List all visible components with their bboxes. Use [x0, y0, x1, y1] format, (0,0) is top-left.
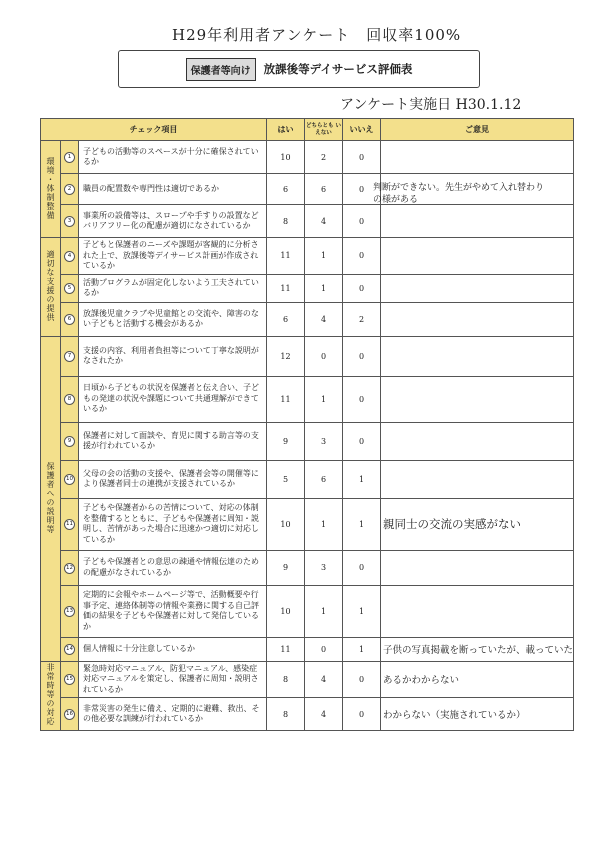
check-item-text: 緊急時対応マニュアル、防犯マニュアル、感染症対応マニュアルを策定し、保護者に周知・説明されているか [79, 661, 267, 698]
check-item-text: 職員の配置数や専門性は適切であるか [79, 174, 267, 205]
count-no: 0 [343, 698, 381, 731]
check-item-text: 子どもと保護者のニーズや課題が客観的に分析された上で、放課後等デイサービス計画が作成されているか [79, 238, 267, 275]
category-label: 適切な支援の提供 [46, 249, 55, 322]
category-label: 非常時等の対応 [46, 663, 55, 727]
comment-cell [381, 460, 574, 498]
item-number-cell [61, 698, 79, 731]
count-yes: 11 [267, 637, 305, 661]
item-number: 4 [64, 251, 75, 262]
count-yes: 6 [267, 174, 305, 205]
comment-cell [381, 422, 574, 460]
count-neither: 4 [305, 698, 343, 731]
item-number: 15 [64, 674, 75, 685]
table-row [41, 550, 574, 585]
category-cell [41, 238, 61, 337]
count-no: 0 [343, 141, 381, 174]
count-yes: 10 [267, 498, 305, 550]
count-yes: 11 [267, 376, 305, 422]
count-neither: 3 [305, 422, 343, 460]
item-number: 5 [64, 283, 75, 294]
title-box [118, 50, 480, 88]
item-number-cell [61, 637, 79, 661]
handwritten-comment: あるかわからない [383, 675, 460, 687]
survey-header-note: H29年利用者アンケート 回収率100% [172, 26, 462, 44]
comment-cell [381, 238, 574, 275]
item-number: 10 [64, 474, 75, 485]
item-number-cell [61, 205, 79, 238]
table-body [41, 141, 574, 731]
check-item-text: 子どもの活動等のスペースが十分に確保されているか [79, 141, 267, 174]
category-label: 保護者への説明等 [46, 461, 55, 534]
count-neither: 4 [305, 661, 343, 698]
item-number-cell [61, 550, 79, 585]
check-item-text: 支援の内容、利用者負担等について丁寧な説明がなされたか [79, 336, 267, 376]
count-no: 0 [343, 205, 381, 238]
table-row [41, 302, 574, 336]
count-neither: 4 [305, 302, 343, 336]
count-no: 0 [343, 336, 381, 376]
check-item-text: 個人情報に十分注意しているか [79, 637, 267, 661]
check-item-text: 父母の会の活動の支援や、保護者会等の開催等により保護者同士の連携が支援されているか [79, 460, 267, 498]
count-neither: 4 [305, 205, 343, 238]
header-neither: どちらとも いえない [305, 119, 343, 141]
survey-date-note: アンケート実施日 H30.1.12 [340, 97, 522, 113]
table-row [41, 460, 574, 498]
item-number-cell [61, 661, 79, 698]
check-item-text: 定期的に会報やホームページ等で、活動概要や行事予定、連絡体制等の情報や業務に関する自己評価の結果を子どもや保護者に対して発信しているか [79, 585, 267, 637]
count-yes: 12 [267, 336, 305, 376]
category-label: 環境・体制整備 [46, 156, 55, 220]
category-cell [41, 661, 61, 731]
category-cell [41, 141, 61, 238]
header-no: いいえ [343, 119, 381, 141]
item-number: 9 [64, 436, 75, 447]
item-number-cell [61, 141, 79, 174]
handwritten-comment-overflow: 判断ができない。先生がやめて入れ替わり の様がある [373, 183, 545, 205]
count-neither: 3 [305, 550, 343, 585]
count-yes: 8 [267, 698, 305, 731]
handwritten-comment: わからない（実施されているか） [383, 710, 526, 721]
comment-cell [381, 550, 574, 585]
comment-cell [381, 661, 574, 698]
item-number-cell [61, 336, 79, 376]
handwritten-comment: 親同士の交流の実感がない [383, 517, 521, 531]
count-yes: 10 [267, 141, 305, 174]
count-no: 0 [343, 550, 381, 585]
check-item-text: 日頃から子どもの状況を保護者と伝え合い、子どもの発達の状況や課題について共通理解ができているか [79, 376, 267, 422]
header-yes: はい [267, 119, 305, 141]
count-neither: 0 [305, 637, 343, 661]
count-no: 1 [343, 460, 381, 498]
title-tag: 保護者等向け [186, 58, 256, 81]
comment-cell [381, 302, 574, 336]
comment-cell [381, 637, 574, 661]
page-title: 放課後等デイサービス評価表 [263, 62, 413, 76]
check-item-text: 事業所の設備等は、スロープや手すりの設置などバリアフリー化の配慮が適切になされているか [79, 205, 267, 238]
count-neither: 1 [305, 274, 343, 302]
count-no: 1 [343, 585, 381, 637]
count-yes: 8 [267, 205, 305, 238]
item-number-cell [61, 460, 79, 498]
item-number: 13 [64, 606, 75, 617]
count-no: 0 [343, 274, 381, 302]
table-header-row [41, 119, 574, 141]
check-item-text: 活動プログラムが固定化しないよう工夫されているか [79, 274, 267, 302]
count-no: 1 [343, 498, 381, 550]
item-number: 14 [64, 644, 75, 655]
comment-cell [381, 205, 574, 238]
count-no: 2 [343, 302, 381, 336]
count-neither: 1 [305, 376, 343, 422]
check-item-text: 保護者に対して面談や、育児に関する助言等の支援が行われているか [79, 422, 267, 460]
item-number: 8 [64, 394, 75, 405]
item-number: 3 [64, 216, 75, 227]
count-yes: 9 [267, 422, 305, 460]
header-check-item: チェック項目 [41, 119, 267, 141]
table-row [41, 141, 574, 174]
table-row [41, 422, 574, 460]
count-yes: 8 [267, 661, 305, 698]
item-number-cell [61, 274, 79, 302]
count-yes: 9 [267, 550, 305, 585]
table-row [41, 336, 574, 376]
count-yes: 11 [267, 274, 305, 302]
header-comments: ご意見 [381, 119, 574, 141]
table-row [41, 205, 574, 238]
item-number-cell [61, 498, 79, 550]
comment-cell [381, 336, 574, 376]
item-number-cell [61, 376, 79, 422]
check-item-text: 非常災害の発生に備え、定期的に避難、救出、その他必要な訓練が行われているか [79, 698, 267, 731]
item-number: 7 [64, 351, 75, 362]
count-yes: 6 [267, 302, 305, 336]
comment-cell [381, 274, 574, 302]
count-no: 0 [343, 238, 381, 275]
table-row [41, 585, 574, 637]
count-neither: 6 [305, 174, 343, 205]
item-number: 2 [64, 184, 75, 195]
evaluation-table [40, 118, 574, 731]
item-number: 11 [64, 519, 75, 530]
count-yes: 5 [267, 460, 305, 498]
comment-cell [381, 498, 574, 550]
count-yes: 11 [267, 238, 305, 275]
category-cell [41, 336, 61, 661]
table-row [41, 274, 574, 302]
item-number-cell [61, 302, 79, 336]
comment-cell [381, 698, 574, 731]
table-row [41, 238, 574, 275]
count-no: 0 [343, 174, 381, 205]
check-item-text: 子どもや保護者との意思の疎通や情報伝達のための配慮がなされているか [79, 550, 267, 585]
comment-cell [381, 376, 574, 422]
item-number-cell [61, 174, 79, 205]
count-neither: 2 [305, 141, 343, 174]
count-neither: 1 [305, 498, 343, 550]
item-number-cell [61, 422, 79, 460]
comment-cell [381, 141, 574, 174]
comment-cell [381, 585, 574, 637]
count-yes: 10 [267, 585, 305, 637]
table-row [41, 376, 574, 422]
item-number: 1 [64, 152, 75, 163]
check-item-text: 放課後児童クラブや児童館との交流や、障害のない子どもと活動する機会があるか [79, 302, 267, 336]
count-neither: 1 [305, 238, 343, 275]
handwritten-comment: 子供の写真掲載を断っていたが、載っていた [383, 645, 574, 656]
table-row [41, 637, 574, 661]
table-row [41, 498, 574, 550]
item-number: 16 [64, 709, 75, 720]
count-neither: 1 [305, 585, 343, 637]
count-no: 0 [343, 376, 381, 422]
item-number-cell [61, 238, 79, 275]
count-neither: 6 [305, 460, 343, 498]
count-no: 0 [343, 422, 381, 460]
item-number-cell [61, 585, 79, 637]
check-item-text: 子どもや保護者からの苦情について、対応の体制を整備するとともに、子どもや保護者に周知・説明し、苦情があった場合に迅速かつ適切に対応しているか [79, 498, 267, 550]
count-no: 1 [343, 637, 381, 661]
item-number: 12 [64, 563, 75, 574]
table-row [41, 661, 574, 698]
count-no: 0 [343, 661, 381, 698]
item-number: 6 [64, 314, 75, 325]
table-row [41, 698, 574, 731]
count-neither: 0 [305, 336, 343, 376]
